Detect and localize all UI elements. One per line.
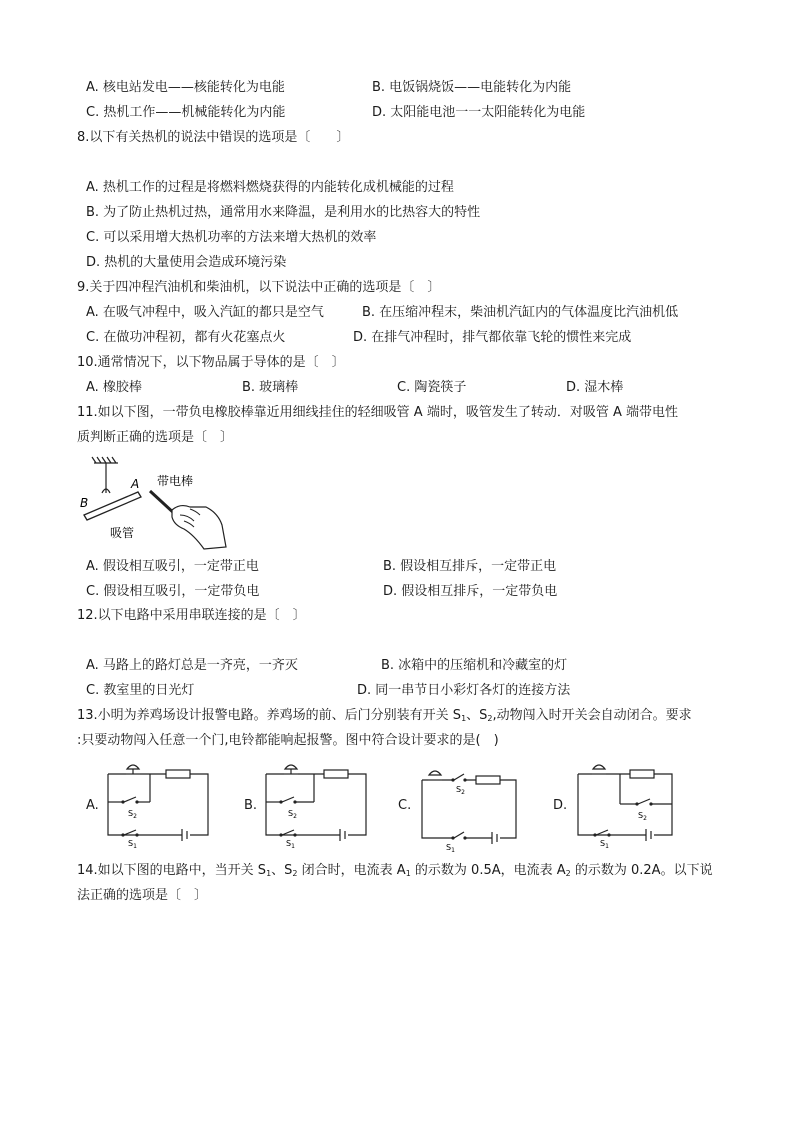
q11-stem-line1: 11.如以下图，一带负电橡胶棒靠近用细线挂住的轻细吸管 A 端时，吸管发生了转动．对吸管 A 端带电性 — [77, 405, 678, 420]
switch-s1-label: $S_1$ — [128, 839, 137, 850]
q11-option-a: A. 假设相互吸引，一定带正电 — [86, 559, 259, 574]
hand — [172, 506, 226, 549]
q10-option-c: C. 陶瓷筷子 — [397, 380, 467, 395]
circuit-a — [104, 760, 214, 850]
q11-figure — [76, 455, 236, 555]
q10-option-d: D. 湿木棒 — [566, 380, 624, 395]
q11-stem-line2: 质判断正确的选项是〔 〕 — [77, 430, 234, 445]
q10-option-b: B. 玻璃棒 — [242, 380, 299, 395]
switch-s2-label: $S_2$ — [638, 811, 647, 822]
circuit-b-label: B. — [244, 798, 258, 813]
switch-s2-label: $S_2$ — [456, 785, 465, 796]
q10-option-a: A. 橡胶棒 — [86, 380, 142, 395]
q7-option-b: B. 电饭锅烧饭——电能转化为内能 — [372, 80, 572, 95]
q8-stem: 8.以下有关热机的说法中错误的选项是〔 〕 — [77, 130, 350, 145]
label-b: B — [80, 496, 89, 510]
switch-s2-label: $S_2$ — [128, 809, 137, 820]
q12-option-b: B. 冰箱中的压缩机和冷藏室的灯 — [381, 658, 568, 673]
circuit-a-label: A. — [86, 798, 99, 813]
q9-option-a: A. 在吸气冲程中，吸入汽缸的都只是空气 — [86, 305, 324, 320]
straw — [84, 492, 141, 520]
circuit-b — [262, 760, 372, 850]
q7-option-d: D. 太阳能电池一一太阳能转化为电能 — [372, 105, 586, 120]
circuit-d-label: D. — [553, 798, 568, 813]
q14-stem-line2: 法正确的选项是〔 〕 — [77, 888, 208, 903]
q8-option-a: A. 热机工作的过程是将燃料燃烧获得的内能转化成机械能的过程 — [86, 180, 454, 195]
switch-s1-label: $S_1$ — [600, 839, 609, 850]
q13-stem-line2: :只要动物闯入任意一个门,电铃都能响起报警。图中符合设计要求的是( ) — [77, 733, 499, 748]
circuit-c-label: C. — [398, 798, 412, 813]
switch-s1-label: $S_1$ — [286, 839, 295, 850]
circuit-c — [418, 760, 528, 854]
ceiling-support — [92, 457, 118, 493]
q9-option-d: D. 在排气冲程时，排气都依靠飞轮的惯性来完成 — [353, 330, 632, 345]
q12-stem: 12.以下电路中采用串联连接的是〔 〕 — [77, 608, 306, 623]
q13-stem-line1: 13.小明为养鸡场设计报警电路。养鸡场的前、后门分别装有开关 $S_1$、$S_2$,动物闯入时开关会自动闭合。要求 — [77, 708, 692, 723]
q12-option-c: C. 教室里的日光灯 — [86, 683, 195, 698]
q12-option-d: D. 同一串节日小彩灯各灯的连接方法 — [357, 683, 571, 698]
label-charged-rod: 带电棒 — [157, 474, 194, 488]
q7-option-c: C. 热机工作——机械能转化为内能 — [86, 105, 286, 120]
circuit-d — [574, 760, 684, 850]
q8-option-b: B. 为了防止热机过热，通常用水来降温，是利用水的比热容大的特性 — [86, 205, 481, 220]
switch-s2-label: $S_2$ — [288, 809, 297, 820]
q10-stem: 10.通常情况下，以下物品属于导体的是〔 〕 — [77, 355, 345, 370]
q8-option-c: C. 可以采用增大热机功率的方法来增大热机的效率 — [86, 230, 377, 245]
q11-option-b: B. 假设相互排斥，一定带正电 — [383, 559, 557, 574]
q14-stem-line1: 14.如以下图的电路中，当开关 $S_1$、$S_2$ 闭合时，电流表 $A_1$ 的示数为 0.5A，电流表 $A_2$ 的示数为 0.2A。以下说 — [77, 863, 713, 878]
q12-option-a: A. 马路上的路灯总是一齐亮，一齐灭 — [86, 658, 298, 673]
q9-stem: 9.关于四冲程汽油机和柴油机，以下说法中正确的选项是〔 〕 — [77, 280, 441, 295]
label-a: A — [131, 477, 140, 491]
q9-option-c: C. 在做功冲程初，都有火花塞点火 — [86, 330, 286, 345]
label-straw: 吸管 — [110, 526, 135, 540]
q11-option-c: C. 假设相互吸引，一定带负电 — [86, 584, 260, 599]
switch-s1-label: $S_1$ — [446, 843, 455, 854]
q9-option-b: B. 在压缩冲程末，柴油机汽缸内的气体温度比汽油机低 — [362, 305, 679, 320]
q11-option-d: D. 假设相互排斥，一定带负电 — [383, 584, 558, 599]
q8-option-d: D. 热机的大量使用会造成环境污染 — [86, 255, 287, 270]
q7-option-a: A. 核电站发电——核能转化为电能 — [86, 80, 285, 95]
